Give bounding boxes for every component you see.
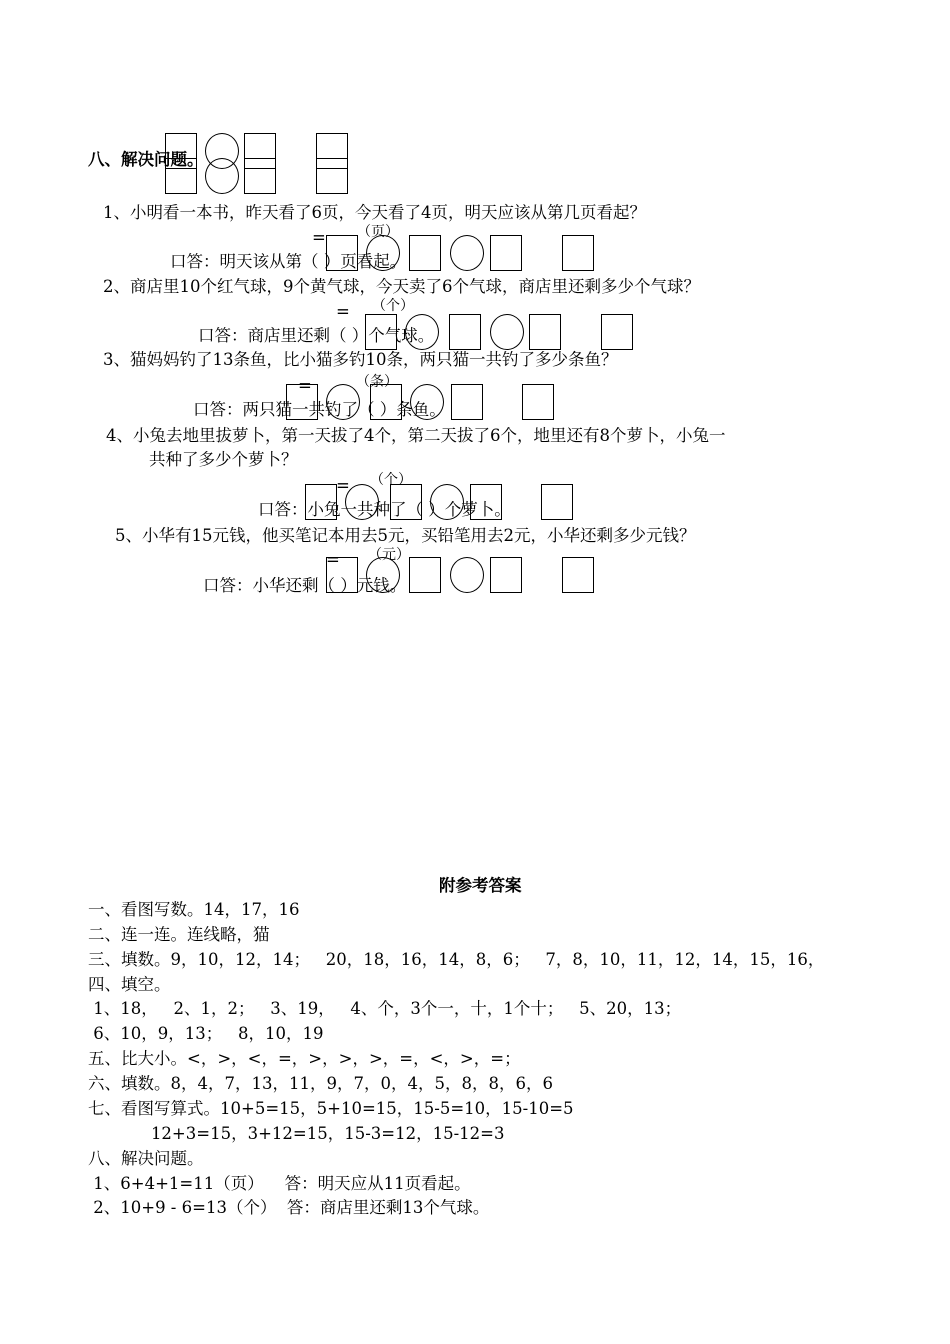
answer-box[interactable] <box>470 484 502 520</box>
operator-circle[interactable] <box>450 557 484 593</box>
answer-box[interactable] <box>165 158 197 194</box>
answer-box[interactable] <box>562 557 594 593</box>
answers-title: 附参考答案 <box>439 876 522 895</box>
problem-4-unit: （个） <box>370 472 412 488</box>
answer-box[interactable] <box>365 314 397 350</box>
operator-circle[interactable] <box>366 235 400 271</box>
answer-line: 2、10+9 - 6=13（个） 答：商店里还剩13个气球。 <box>88 1198 490 1217</box>
answer-box[interactable] <box>409 557 441 593</box>
section-heading: 八、解决问题。 <box>88 150 204 169</box>
answer-box[interactable] <box>490 557 522 593</box>
problem-5-equals: = <box>326 550 340 569</box>
problem-3-answer: 口答：两只猫一共钓了（ ）条鱼。 <box>193 400 446 419</box>
operator-circle[interactable] <box>405 314 439 350</box>
answer-box[interactable] <box>529 314 561 350</box>
problem-4-question-line2: 共种了多少个萝卜？ <box>149 450 298 469</box>
problem-3-equals: = <box>298 376 312 395</box>
answer-box[interactable] <box>316 158 348 194</box>
answer-line: 四、填空。 <box>88 975 171 994</box>
problem-5-question: 5、小华有15元钱，他买笔记本用去5元，买铅笔用去2元，小华还剩多少元钱？ <box>115 526 696 545</box>
problem-5-unit: （元） <box>368 547 410 563</box>
problem-3-unit: （条） <box>356 374 398 390</box>
operator-circle[interactable] <box>205 158 239 194</box>
problem-1-question: 1、小明看一本书，昨天看了6页，今天看了4页，明天应该从第几页看起？ <box>103 203 646 222</box>
problem-4-question: 4、小兔去地里拔萝卜，第一天拔了4个，第二天拔了6个，地里还有8个萝卜，小兔一 <box>106 426 726 445</box>
operator-circle[interactable] <box>345 484 379 520</box>
problem-1-unit: （页） <box>357 224 399 240</box>
answer-line: 五、比大小。<，>，<，=，>，>，>，=，<，>，=； <box>88 1049 521 1068</box>
problem-2-question: 2、商店里10个红气球，9个黄气球，今天卖了6个气球，商店里还剩多少个气球？ <box>103 277 700 296</box>
problem-5-answer: 口答：小华还剩（ ）元钱。 <box>203 576 407 595</box>
answer-box[interactable] <box>562 235 594 271</box>
operator-circle[interactable] <box>450 235 484 271</box>
problem-4-equals: = <box>336 476 350 495</box>
answer-line: 1、6+4+1=11（页） 答：明天应从11页看起。 <box>88 1174 471 1193</box>
problem-4-answer: 口答：小兔一共种了（ ）个萝卜。 <box>258 500 511 519</box>
answer-box[interactable] <box>370 384 402 420</box>
answer-box[interactable] <box>409 235 441 271</box>
answer-line: 六、填数。8，4，7，13，11，9，7，0，4，5，8，8，6，6 <box>88 1074 553 1093</box>
answer-box[interactable] <box>451 384 483 420</box>
answer-line: 三、填数。9，10，12，14； 20，18，16，14，8，6； 7，8，10，11，12，14，15，16， <box>88 950 825 969</box>
problem-2-answer: 口答：商店里还剩（ ）个气球。 <box>198 326 435 345</box>
problem-1-equals: = <box>312 228 326 247</box>
operator-circle[interactable] <box>490 314 524 350</box>
answer-line: 八、解决问题。 <box>88 1149 204 1168</box>
answer-box[interactable] <box>286 384 318 420</box>
answer-box[interactable] <box>601 314 633 350</box>
problem-2-unit: （个） <box>372 298 414 314</box>
answer-box[interactable] <box>326 557 358 593</box>
operator-circle[interactable] <box>410 384 444 420</box>
answer-box[interactable] <box>490 235 522 271</box>
answer-line: 6、10，9，13； 8，10，19 <box>88 1024 324 1043</box>
answer-box[interactable] <box>522 384 554 420</box>
problem-2-equals: = <box>336 302 350 321</box>
answer-box[interactable] <box>305 484 337 520</box>
operator-circle[interactable] <box>366 557 400 593</box>
answer-line: 七、看图写算式。10+5=15，5+10=15，15-5=10，15-10=5 <box>88 1099 574 1118</box>
problem-3-question: 3、猫妈妈钓了13条鱼，比小猫多钓10条，两只猫一共钓了多少条鱼？ <box>103 350 618 369</box>
answer-box[interactable] <box>449 314 481 350</box>
answer-line: 二、连一连。连线略，猫 <box>88 925 270 944</box>
answer-line: 一、看图写数。14，17，16 <box>88 900 300 919</box>
answer-box[interactable] <box>390 484 422 520</box>
answer-box[interactable] <box>244 158 276 194</box>
operator-circle[interactable] <box>430 484 464 520</box>
operator-circle[interactable] <box>326 384 360 420</box>
answer-box[interactable] <box>326 235 358 271</box>
problem-1-answer: 口答：明天该从第（ ）页看起。 <box>170 252 407 271</box>
answer-box[interactable] <box>541 484 573 520</box>
answer-line: 1、18， 2、1，2； 3、19， 4、个，3个一，十，1个十； 5、20，13； <box>88 999 682 1018</box>
answer-line: 12+3=15，3+12=15，15-3=12，15-12=3 <box>88 1124 505 1143</box>
